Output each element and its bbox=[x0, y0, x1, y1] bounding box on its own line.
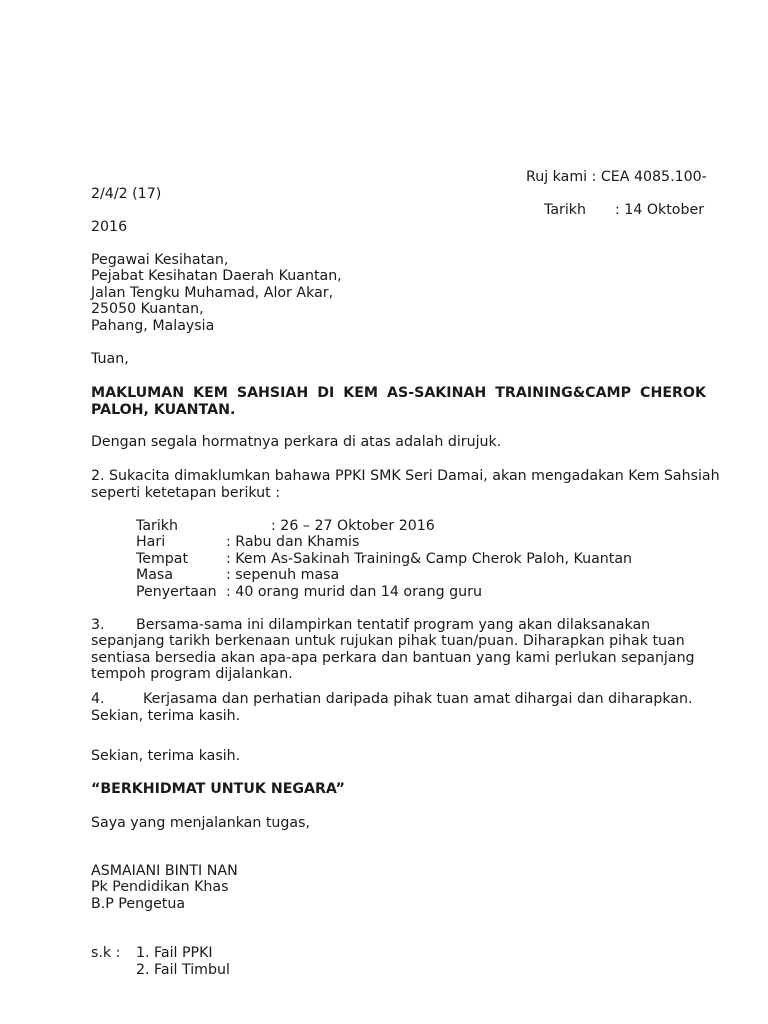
paragraph-4-line: Kerjasama dan perhatian daripada pihak tuan amat dihargai dan diharapkan. bbox=[143, 691, 693, 707]
detail-value-place: : Kem As-Sakinah Training& Camp Cherok Paloh, Kuantan bbox=[226, 551, 633, 567]
paragraph-3-number: 3. bbox=[91, 617, 105, 633]
date-label: Tarikh bbox=[544, 202, 586, 218]
letter-title: MAKLUMAN KEM SAHSIAH DI KEM AS-SAKINAH TRAINING&CAMP CHEROK bbox=[91, 385, 706, 401]
detail-label-time: Masa bbox=[136, 567, 174, 583]
detail-value-time: : sepenuh masa bbox=[226, 567, 340, 583]
motto: “BERKHIDMAT UNTUK NEGARA” bbox=[91, 781, 345, 797]
paragraph-3-line: sentiasa bersedia akan apa-apa perkara dan bantuan yang kami perlukan sepanjang bbox=[91, 650, 695, 666]
paragraph-3-line: sepanjang tarikh berkenaan untuk rujukan pihak tuan/puan. Diharapkan pihak tuan bbox=[91, 633, 685, 649]
signatory-position: Pk Pendidikan Khas bbox=[91, 879, 229, 895]
date-value: : 14 Oktober bbox=[615, 202, 705, 218]
paragraph-2-line: 2. Sukacita dimaklumkan bahawa PPKI SMK Seri Damai, akan mengadakan Kem Sahsiah bbox=[91, 468, 720, 484]
detail-label-participants: Penyertaan bbox=[136, 584, 217, 600]
cc-label: s.k : bbox=[91, 945, 121, 961]
cc-item: 1. Fail PPKI bbox=[136, 945, 213, 961]
paragraph-2-line: seperti ketetapan berikut : bbox=[91, 485, 281, 501]
detail-label-date: Tarikh bbox=[136, 518, 178, 534]
detail-label-place: Tempat bbox=[136, 551, 189, 567]
letter-title-continued: PALOH, KUANTAN. bbox=[91, 402, 236, 418]
recipient-line: Pegawai Kesihatan, bbox=[91, 252, 229, 268]
paragraph-3-line: tempoh program dijalankan. bbox=[91, 666, 293, 682]
closing: Sekian, terima kasih. bbox=[91, 748, 241, 764]
detail-value-date: : 26 – 27 Oktober 2016 bbox=[271, 518, 435, 534]
signatory-title: B.P Pengetua bbox=[91, 896, 186, 912]
recipient-line: Jalan Tengku Muhamad, Alor Akar, bbox=[91, 285, 334, 301]
reference-number: Ruj kami : CEA 4085.100- bbox=[526, 169, 707, 185]
detail-value-participants: : 40 orang murid dan 14 orang guru bbox=[226, 584, 482, 600]
paragraph-3-line: Bersama-sama ini dilampirkan tentatif program yang akan dilaksanakan bbox=[136, 617, 651, 633]
paragraph-4-line: Sekian, terima kasih. bbox=[91, 708, 241, 724]
date-year: 2016 bbox=[91, 219, 128, 235]
intro-paragraph: Dengan segala hormatnya perkara di atas adalah dirujuk. bbox=[91, 434, 502, 450]
signatory-name: ASMAIANI BINTI NAN bbox=[91, 863, 238, 879]
paragraph-4-number: 4. bbox=[91, 691, 105, 707]
reference-number-continued: 2/4/2 (17) bbox=[91, 186, 162, 202]
signoff: Saya yang menjalankan tugas, bbox=[91, 815, 311, 831]
detail-label-day: Hari bbox=[136, 534, 166, 550]
recipient-line: Pejabat Kesihatan Daerah Kuantan, bbox=[91, 268, 342, 284]
detail-value-day: : Rabu dan Khamis bbox=[226, 534, 360, 550]
recipient-line: 25050 Kuantan, bbox=[91, 301, 204, 317]
salutation: Tuan, bbox=[91, 351, 129, 367]
cc-item: 2. Fail Timbul bbox=[136, 962, 230, 978]
recipient-line: Pahang, Malaysia bbox=[91, 318, 215, 334]
